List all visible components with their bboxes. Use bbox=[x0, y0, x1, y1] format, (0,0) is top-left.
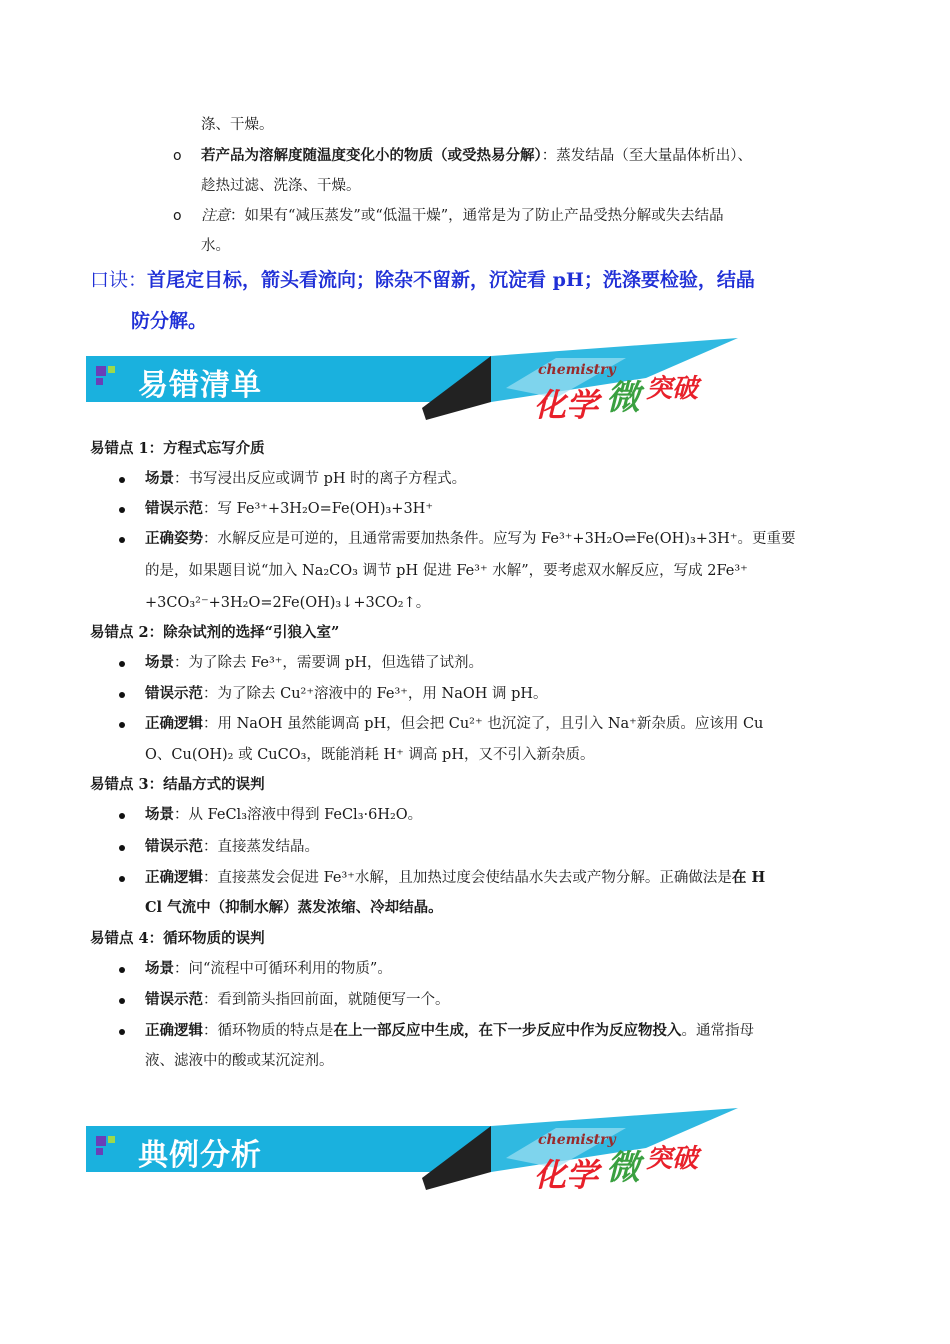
bullet-dot bbox=[119, 477, 125, 483]
right-text: ：用 NaOH 虽然能调高 pH，但会把 Cu²⁺ 也沉淀了，且引入 Na⁺新杂质。应该用 Cu bbox=[203, 716, 764, 732]
bullet-dot bbox=[119, 813, 125, 819]
note-label: 注意 bbox=[201, 208, 230, 224]
right-text-bold: 在上一部反应中生成，在下一步反应中作为反应物投入 bbox=[333, 1022, 682, 1039]
continued-text: 涤、干燥。 bbox=[201, 117, 274, 133]
right-label: 正确逻辑 bbox=[145, 1022, 203, 1039]
motto-line1 bbox=[90, 267, 755, 293]
right-line-2: Cl 气流中（抑制水解）蒸发浓缩、冷却结晶。 bbox=[145, 899, 443, 916]
bullet-dot bbox=[119, 967, 125, 973]
right-line bbox=[145, 1021, 754, 1041]
scene-line bbox=[145, 959, 392, 979]
wrong-line bbox=[145, 990, 450, 1010]
bullet-dot bbox=[119, 1029, 125, 1035]
scene-line bbox=[145, 805, 422, 825]
scene-line bbox=[145, 469, 466, 489]
scene-text: ：书写浸出反应或调节 pH 时的离子方程式。 bbox=[174, 471, 467, 487]
wrong-text: ：为了除去 Cu²⁺溶液中的 Fe³⁺，用 NaOH 调 pH。 bbox=[203, 686, 548, 702]
scene-label: 场景 bbox=[145, 654, 174, 671]
right-label: 正确逻辑 bbox=[145, 715, 203, 732]
right-text: ：直接蒸发会促进 Fe³⁺水解，且加热过度会使结晶水失去或产物分解。正确做法是 bbox=[203, 870, 732, 886]
scene-text: ：从 FeCl₃溶液中得到 FeCl₃·6H₂O。 bbox=[174, 807, 423, 823]
right-line-3: +3CO₃²⁻+3H₂O=2Fe(OH)₃↓+3CO₂↑。 bbox=[145, 595, 431, 611]
right-text: ：循环物质的特点是 bbox=[203, 1023, 334, 1039]
scene-label: 场景 bbox=[145, 960, 174, 977]
motto-label: 口诀： bbox=[90, 269, 148, 291]
wrong-label: 错误示范 bbox=[145, 838, 203, 855]
logo-chemistry: 化学 bbox=[534, 386, 599, 424]
wrong-label: 错误示范 bbox=[145, 991, 203, 1008]
bullet-rest: ：蒸发结晶（至大量晶体析出）、 bbox=[541, 148, 752, 164]
bullet-dot bbox=[119, 876, 125, 882]
scene-label: 场景 bbox=[145, 806, 174, 823]
wrong-line bbox=[145, 837, 319, 857]
bullet-text bbox=[201, 146, 752, 166]
banner-title: 易错清单 bbox=[138, 368, 262, 403]
wrong-text: ：直接蒸发结晶。 bbox=[203, 839, 319, 855]
scene-label: 场景 bbox=[145, 470, 174, 487]
scene-text: ：问“流程中可循环利用的物质”。 bbox=[174, 961, 392, 977]
error-point-title: 易错点 2：除杂试剂的选择“引狼入室” bbox=[90, 624, 340, 641]
right-label: 正确逻辑 bbox=[145, 869, 203, 886]
section-banner-errors bbox=[86, 338, 756, 428]
wrong-text: ：看到箭头指回前面，就随便写一个。 bbox=[203, 992, 450, 1008]
wrong-line bbox=[145, 499, 433, 519]
right-line-2: O、Cu(OH)₂ 或 CuCO₃，既能消耗 H⁺ 调高 pH，又不引入新杂质。 bbox=[145, 747, 595, 763]
bullet-marker: o bbox=[173, 148, 182, 164]
wrong-label: 错误示范 bbox=[145, 685, 203, 702]
right-text: ：水解反应是可逆的，且通常需要加热条件。应写为 Fe³⁺+3H₂O⇌Fe(OH)₃+3H⁺。更重要 bbox=[203, 531, 796, 547]
error-point-title: 易错点 3：结晶方式的误判 bbox=[90, 776, 265, 793]
wrong-label: 错误示范 bbox=[145, 500, 203, 517]
logo-chemistry: 化学 bbox=[534, 1156, 599, 1194]
logo-micro: 微 bbox=[606, 378, 640, 418]
wrong-line bbox=[145, 684, 548, 704]
bullet-dot bbox=[119, 661, 125, 667]
logo-english: chemistry bbox=[538, 1132, 616, 1148]
bullet-dot bbox=[119, 692, 125, 698]
bullet-dot bbox=[119, 722, 125, 728]
bullet-dot bbox=[119, 845, 125, 851]
right-text-end: 。通常指母 bbox=[681, 1023, 754, 1039]
right-text-bold: 在 H bbox=[731, 869, 766, 886]
right-line bbox=[145, 714, 763, 734]
bullet-marker: o bbox=[173, 208, 182, 224]
bullet-text-line2: 趁热过滤、洗涤、干燥。 bbox=[201, 178, 361, 194]
right-label: 正确姿势 bbox=[145, 530, 203, 547]
error-point-title: 易错点 4：循环物质的误判 bbox=[90, 930, 265, 947]
bullet-dot bbox=[119, 537, 125, 543]
bullet-bold: 若产品为溶解度随温度变化小的物质（或受热易分解） bbox=[201, 147, 542, 164]
scene-text: ：为了除去 Fe³⁺，需要调 pH，但选错了试剂。 bbox=[174, 655, 483, 671]
scene-line bbox=[145, 653, 483, 673]
logo-english: chemistry bbox=[538, 362, 616, 378]
logo-breakthrough: 突破 bbox=[646, 1144, 699, 1174]
logo-breakthrough: 突破 bbox=[646, 374, 699, 404]
logo-micro: 微 bbox=[606, 1148, 640, 1188]
error-point-title: 易错点 1：方程式忘写介质 bbox=[90, 440, 265, 457]
note-text bbox=[201, 206, 724, 226]
right-line-2: 的是，如果题目说“加入 Na₂CO₃ 调节 pH 促进 Fe³⁺ 水解”，要考虑双水解反应，写成 2Fe³⁺ bbox=[145, 563, 748, 579]
right-line bbox=[145, 868, 765, 888]
bullet-dot bbox=[119, 507, 125, 513]
banner-title: 典例分析 bbox=[138, 1138, 262, 1173]
bullet-dot bbox=[119, 998, 125, 1004]
note-text-line2: 水。 bbox=[201, 238, 230, 254]
section-banner-examples bbox=[86, 1108, 756, 1198]
right-line-2: 液、滤液中的酸或某沉淀剂。 bbox=[145, 1053, 334, 1069]
note-rest: ：如果有“减压蒸发”或“低温干燥”，通常是为了防止产品受热分解或失去结晶 bbox=[230, 208, 724, 224]
motto-line2: 防分解。 bbox=[131, 310, 208, 332]
motto-text: 首尾定目标，箭头看流向；除杂不留新，沉淀看 pH；洗涤要检验，结晶 bbox=[147, 269, 755, 291]
wrong-text: ：写 Fe³⁺+3H₂O=Fe(OH)₃+3H⁺ bbox=[203, 501, 433, 517]
right-line bbox=[145, 529, 795, 549]
